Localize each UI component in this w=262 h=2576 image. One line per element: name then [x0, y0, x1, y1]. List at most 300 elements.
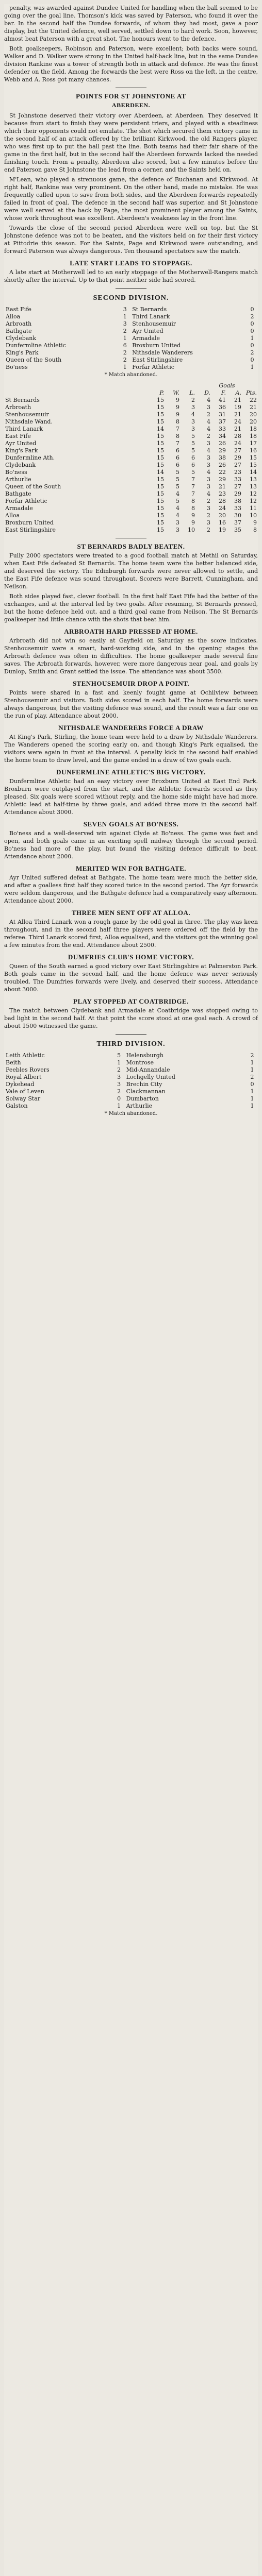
stat-d: 3 [207, 454, 210, 461]
result-row [4, 1088, 258, 1095]
column-header: F. [221, 389, 226, 396]
table-row [4, 404, 258, 411]
home-team: Dunfermline Athletic [6, 342, 66, 349]
stat-f: 16 [219, 519, 226, 526]
section-title: SECOND DIVISION. [93, 294, 169, 302]
away-score: 2 [250, 1074, 254, 1080]
home-team: Bo'ness [6, 364, 28, 370]
stat-l: 3 [191, 418, 195, 425]
home-team: Solway Star [6, 1095, 41, 1102]
stat-pts: 18 [250, 426, 257, 432]
stat-pts: 14 [250, 469, 257, 476]
stat-w: 3 [176, 527, 179, 533]
stat-d: 2 [207, 527, 210, 533]
stat-f: 34 [219, 433, 226, 439]
home-score: 1 [123, 313, 127, 320]
stat-a: 29 [234, 454, 241, 461]
table-header-row [4, 389, 258, 397]
stat-a: 24 [234, 418, 241, 425]
stat-l: 5 [191, 440, 195, 447]
table-row [4, 505, 258, 512]
report-alloa [4, 909, 258, 949]
stat-a: 33 [234, 476, 241, 483]
stat-w: 9 [176, 397, 179, 403]
home-score: 1 [117, 1059, 121, 1066]
home-team: Dykehead [6, 1081, 35, 1088]
stat-w: 4 [176, 505, 179, 512]
stat-a: 21 [234, 411, 241, 418]
stat-w: 6 [176, 454, 179, 461]
stat-l: 4 [191, 411, 195, 418]
away-score: 0 [250, 342, 254, 349]
section-title: THIRD DIVISION. [96, 1040, 166, 1048]
stat-w: 6 [176, 462, 179, 468]
article-subhead: ABERDEEN. [111, 101, 151, 109]
home-team: King's Park [6, 349, 39, 356]
stat-pts: 10 [250, 512, 257, 519]
report-coatbridge [4, 997, 258, 1030]
table-header-row [4, 382, 258, 389]
home-score: 3 [117, 1074, 121, 1080]
column-header: Pts. [246, 389, 257, 396]
stat-f: 26 [219, 462, 226, 468]
team-name: Broxburn United [5, 519, 54, 526]
table-row [4, 483, 258, 490]
away-score: 1 [250, 1066, 254, 1073]
stat-w: 4 [176, 512, 179, 519]
stat-a: 27 [234, 483, 241, 490]
stat-pts: 13 [250, 483, 257, 490]
stat-p: 15 [157, 462, 164, 468]
stat-pts: 15 [250, 454, 257, 461]
home-score: 1 [117, 1103, 121, 1109]
stat-p: 15 [157, 404, 164, 411]
stat-w: 8 [176, 418, 179, 425]
stat-p: 15 [157, 418, 164, 425]
away-team: Clackmannan [126, 1088, 166, 1095]
report-headline: NITHSDALE WANDERERS FORCE A DRAW [58, 724, 204, 732]
home-score: 2 [117, 1088, 121, 1095]
home-team: Queen of the South [6, 357, 62, 363]
results-table [4, 306, 258, 371]
result-row [4, 1103, 258, 1110]
stat-pts: 11 [250, 505, 257, 512]
stat-a: 35 [234, 527, 241, 533]
article-aberdeen [4, 92, 258, 255]
stat-p: 15 [157, 447, 164, 454]
stat-w: 5 [176, 483, 179, 490]
report-paragraph: Bo'ness and a well-deserved win against Clyde at Bo'ness. The game was fast and open, and both goals came in an exciting spell midway through the second period. Bo'ness had more of the play, but found the visiting defence difficult to beat. Attendance about 2000. [4, 830, 258, 860]
stat-p: 15 [157, 440, 164, 447]
report-st-bernards [4, 543, 258, 623]
stat-w: 9 [176, 411, 179, 418]
stat-p: 15 [157, 498, 164, 504]
third-division-section [4, 1040, 258, 1117]
report-dunfermline [4, 768, 258, 816]
report-stenhousemuir [4, 680, 258, 720]
stat-pts: 12 [250, 490, 257, 497]
away-team: Arthurlie [126, 1103, 153, 1109]
table-row [4, 397, 258, 404]
team-name: Ayr United [5, 440, 37, 447]
away-team: Lochgelly United [126, 1074, 175, 1080]
article-stoppage [4, 259, 258, 284]
stat-p: 15 [157, 411, 164, 418]
stat-p: 14 [157, 426, 164, 432]
home-score: 6 [123, 342, 127, 349]
home-score: 0 [117, 1095, 121, 1102]
stat-w: 9 [176, 404, 179, 411]
stat-f: 20 [219, 512, 226, 519]
stat-f: 41 [219, 397, 226, 403]
stat-f: 22 [219, 469, 226, 476]
away-team: St Bernards [132, 306, 167, 313]
report-paragraph: Arbroath did not win so easily at Gayfield on Saturday as the score indicates. Stenhousemuir were a smart, hard-working side, and in the opening stages the Arbroath defence was often in difficulties. The home goalkeeper made several fine saves. The Arbroath forwards, however, were more dangerous near goal, and goals by Dunlop, Smith and Grant settled the issue. The attendance was about 3500. [4, 637, 258, 675]
table-note: * Match abandoned. [104, 1111, 158, 1116]
stat-a: 28 [234, 433, 241, 439]
result-row [4, 1052, 258, 1059]
stat-p: 15 [157, 519, 164, 526]
stat-pts: 8 [253, 527, 257, 533]
stat-d: 3 [207, 505, 210, 512]
table-row [4, 469, 258, 476]
result-row [4, 349, 258, 357]
stat-d: 2 [207, 512, 210, 519]
report-dumfries [4, 953, 258, 993]
stat-p: 15 [157, 476, 164, 483]
second-division-section [4, 294, 258, 534]
home-team: Leith Athletic [6, 1052, 45, 1059]
table-row [4, 462, 258, 469]
away-score: 1 [250, 335, 254, 342]
match-reports [4, 543, 258, 1030]
away-team: Third Lanark [132, 313, 170, 320]
report-headline: STENHOUSEMUIR DROP A POINT. [72, 680, 190, 687]
stat-a: 21 [234, 397, 241, 403]
stat-d: 4 [207, 447, 210, 454]
away-team: Dumbarton [126, 1095, 159, 1102]
away-team: Montrose [126, 1059, 154, 1066]
stat-f: 21 [219, 483, 226, 490]
stat-p: 15 [157, 490, 164, 497]
home-team: East Fife [6, 306, 31, 313]
stat-pts: 12 [250, 498, 257, 504]
stat-a: 21 [234, 426, 241, 432]
stat-l: 7 [191, 490, 195, 497]
divider [116, 1034, 146, 1035]
newspaper-page [4, 4, 258, 2576]
article-paragraph: M'Lean, who played a strenuous game, the defence of Buchanan and Kirkwood. At right half, Rankine was very prominent. On the other hand, made no mistake. He was frequently called upon to save from both sides, and the Aberdeen forwards repeatedly failed in front of goal. The defence in the second half was superior, and St Johnstone were well served at the back by Page, the most prominent player among the Saints, whose work throughout was excellent. Aberdeen's weakness lay in the front line. [4, 176, 258, 222]
league-table [4, 382, 258, 534]
table-row [4, 411, 258, 418]
stat-pts: 15 [250, 462, 257, 468]
stat-p: 15 [157, 527, 164, 533]
table-row [4, 418, 258, 426]
report-headline: ST BERNARDS BADLY BEATEN. [77, 543, 185, 550]
table-row [4, 512, 258, 519]
report-paragraph: Both sides played fast, clever football. In the first half East Fife had the better of the exchanges, and at the interval led by two goals. After resuming, St Bernards pressed, but the home defence held out, and a third goal came from Neilson. The St Bernards goalkeeper had little chance with the shots that beat him. [4, 593, 258, 623]
away-score: 2 [250, 1052, 254, 1059]
report-paragraph: Dunfermline Athletic had an easy victory over Broxburn United at East End Park. Broxburn were outplayed from the start, and the Athletic forwards scored as they pleased. Six goals were scored without reply, and the home side might have had more. Athletic lead at half-time by three goals, and added three more in the second half. Attendance about 3000. [4, 778, 258, 816]
home-team: Galston [6, 1103, 28, 1109]
column-header: W. [173, 389, 179, 396]
away-score: 1 [250, 1095, 254, 1102]
result-row [4, 1095, 258, 1103]
result-row [4, 1066, 258, 1074]
stat-f: 38 [219, 454, 226, 461]
stat-d: 4 [207, 418, 210, 425]
stat-f: 28 [219, 498, 226, 504]
stat-a: 24 [234, 440, 241, 447]
team-name: Forfar Athletic [5, 498, 47, 504]
home-score: 5 [117, 1052, 121, 1059]
home-team: Arbroath [6, 320, 32, 327]
home-score: 2 [123, 328, 127, 334]
result-row [4, 320, 258, 328]
stat-w: 4 [176, 490, 179, 497]
stat-f: 29 [219, 476, 226, 483]
result-row [4, 342, 258, 349]
table-row [4, 490, 258, 498]
stat-l: 7 [191, 483, 195, 490]
stat-pts: 20 [250, 411, 257, 418]
away-score: 0 [250, 320, 254, 327]
stat-w: 8 [176, 433, 179, 439]
stat-f: 37 [219, 418, 226, 425]
stat-pts: 16 [250, 447, 257, 454]
stat-d: 4 [207, 469, 210, 476]
result-row [4, 306, 258, 313]
away-team: Stenhousemuir [132, 320, 176, 327]
lead-paragraph: penalty, was awarded against Dundee United for handling when the ball seemed to be going over the goal line. Thomson's kick was saved by Paterson, who found it over the bar. In the second half the Dundee forwards, of whom they had most, gave a poor display, but the United defence, well served, settled down to hard work. Soon, however, almost beat Paterson with a great shot. The honours went to the defence. [4, 5, 258, 42]
result-row [4, 328, 258, 335]
home-team: Peebles Rovers [6, 1066, 50, 1073]
stat-l: 2 [191, 397, 195, 403]
stat-pts: 21 [250, 404, 257, 411]
report-paragraph: Ayr United suffered defeat at Bathgate. The home team were much the better side, and after a goalless first half they scored twice in the second period. The Ayr forwards were seldom dangerous, and the Bathgate defence had a comparatively easy afternoon. Attendance about 2000. [4, 874, 258, 904]
stat-d: 3 [207, 462, 210, 468]
report-headline: SEVEN GOALS AT BO'NESS. [83, 820, 179, 828]
stat-f: 29 [219, 447, 226, 454]
report-paragraph: Points were shared in a fast and keenly fought game at Ochilview between Stenhousemuir and visitors. Both sides scored in each half. The home forwards were always dangerous, but the visiting defence was sound, and the result was a fair one on the run of play. Attendance about 2000. [4, 689, 258, 719]
result-row [4, 364, 258, 371]
away-team: Broxburn United [132, 342, 181, 349]
report-bo-ness [4, 820, 258, 860]
stat-a: 37 [234, 519, 241, 526]
home-team: Bathgate [6, 328, 32, 334]
stat-l: 10 [188, 527, 195, 533]
report-paragraph: Queen of the South earned a good victory over East Stirlingshire at Palmerston Park. Both goals came in the second half, and the home defence was never seriously troubled. The Dumfries forwards were lively, and deserved their success. Attendance about 3000. [4, 963, 258, 993]
team-name: Armadale [5, 505, 33, 512]
team-name: East Fife [5, 433, 31, 439]
away-team: Ayr United [132, 328, 163, 334]
report-arbroath [4, 628, 258, 675]
article-paragraph: A late start at Motherwell led to an early stoppage of the Motherwell-Rangers match shortly after the interval. Up to that point neither side had scored. [4, 269, 258, 283]
column-header: A. [235, 389, 241, 396]
stat-a: 23 [234, 469, 241, 476]
team-name: Clydebank [5, 462, 36, 468]
away-score: 2 [250, 313, 254, 320]
team-name: Arbroath [5, 404, 31, 411]
stat-d: 3 [207, 483, 210, 490]
report-headline: PLAY STOPPED AT COATBRIDGE. [73, 997, 189, 1005]
stat-d: 4 [207, 426, 210, 432]
stat-l: 5 [191, 469, 195, 476]
stat-l: 8 [191, 505, 195, 512]
stat-p: 15 [157, 483, 164, 490]
report-bathgate [4, 865, 258, 905]
stat-p: 15 [157, 512, 164, 519]
stat-w: 5 [176, 498, 179, 504]
stat-d: 3 [207, 440, 210, 447]
away-score: 1 [250, 364, 254, 370]
stat-d: 2 [207, 433, 210, 439]
stat-a: 30 [234, 512, 241, 519]
result-row [4, 313, 258, 320]
home-team: Beith [6, 1059, 21, 1066]
stat-l: 3 [191, 404, 195, 411]
table-row [4, 527, 258, 534]
team-name: Arthurlie [5, 476, 31, 483]
stat-d: 4 [207, 490, 210, 497]
stat-d: 2 [207, 498, 210, 504]
stat-p: 15 [157, 397, 164, 403]
stat-d: 3 [207, 476, 210, 483]
report-paragraph: Fully 2000 spectators were treated to a good football match at Methil on Saturday, when East Fife defeated St Bernards. The home team were the better balanced side, and deserved the victory. The Edinburgh forwards were never allowed to settle, and the East Fife defence was sound throughout. Scorers were Barrett, Cunningham, and Neilson. [4, 552, 258, 590]
result-row [4, 357, 258, 364]
report-headline: ARBROATH HARD PRESSED AT HOME. [64, 628, 198, 635]
away-score: 1 [250, 1059, 254, 1066]
report-headline: DUNFERMLINE ATHLETIC'S BIG VICTORY. [56, 768, 206, 776]
stat-f: 36 [219, 404, 226, 411]
stat-d: 3 [207, 404, 210, 411]
stat-a: 38 [234, 498, 241, 504]
stat-l: 5 [191, 447, 195, 454]
result-row [4, 335, 258, 342]
home-team: Alloa [6, 313, 21, 320]
result-row [4, 1081, 258, 1088]
away-score: 0 [250, 306, 254, 313]
table-row [4, 498, 258, 505]
stat-l: 8 [191, 498, 195, 504]
article-paragraph: St Johnstone deserved their victory over Aberdeen, at Aberdeen. They deserved it because from start to finish they were persistent triers, and played with a steadiness which their opponents could not emulate. The shot which secured them victory came in the second half of an attack offered by the brilliant Kirkwood, the old Rangers player, who was first up to put the ball past the line. Both teams had their fair share of the game in the first half, but in the second half the Aberdeen forwards lacked the needed finishing touch. From a penalty, Aberdeen also scored, but a few minutes before the end Paterson gave St Johnstone the lead from a corner, and the Saints held on. [4, 112, 258, 173]
report-headline: MERITED WIN FOR BATHGATE. [75, 865, 187, 872]
home-score: 1 [123, 364, 127, 370]
stat-pts: 9 [253, 519, 257, 526]
article-headline: POINTS FOR ST JOHNSTONE AT [76, 92, 186, 100]
away-score: 1 [250, 1088, 254, 1095]
stat-a: 33 [234, 505, 241, 512]
stat-pts: 17 [250, 440, 257, 447]
divider [116, 288, 146, 289]
report-paragraph: At King's Park, Stirling, the home team were held to a draw by Nithsdale Wanderers. The Wanderers opened the scoring early on, and though King's Park equalised, the visitors were again in front at the interval. A penalty kick in the second half enabled the home team to draw level, and the game ended in a draw of two goals each. [4, 734, 258, 764]
report-nithsdale [4, 724, 258, 764]
home-team: Vale of Leven [6, 1088, 44, 1095]
stat-w: 7 [176, 426, 179, 432]
team-name: Alloa [5, 512, 20, 519]
stat-f: 26 [219, 440, 226, 447]
stat-f: 33 [219, 426, 226, 432]
column-header: P. [159, 389, 164, 396]
home-score: 1 [123, 335, 127, 342]
stat-f: 23 [219, 490, 226, 497]
stat-f: 19 [219, 527, 226, 533]
away-score: 0 [250, 357, 254, 363]
report-headline: DUMFRIES CLUB'S HOME VICTORY. [68, 953, 194, 961]
table-row [4, 519, 258, 527]
stat-w: 5 [176, 469, 179, 476]
stat-w: 6 [176, 447, 179, 454]
home-team: Clydebank [6, 335, 37, 342]
result-row [4, 1074, 258, 1081]
stat-l: 5 [191, 433, 195, 439]
stat-w: 3 [176, 519, 179, 526]
stat-w: 5 [176, 476, 179, 483]
home-score: 3 [123, 320, 127, 327]
stat-d: 3 [207, 519, 210, 526]
column-header: L. [189, 389, 195, 396]
stat-pts: 22 [250, 397, 257, 403]
goals-label: Goals [219, 382, 235, 389]
table-note: * Match abandoned. [104, 372, 158, 378]
results-table [4, 1052, 258, 1110]
stat-a: 19 [234, 404, 241, 411]
table-row [4, 454, 258, 462]
stat-a: 27 [234, 447, 241, 454]
table-row [4, 433, 258, 440]
stat-p: 15 [157, 505, 164, 512]
home-score: 2 [123, 357, 127, 363]
team-name: Third Lanark [5, 426, 43, 432]
team-name: Dunfermline Ath. [5, 454, 55, 461]
article-headline: LATE START LEADS TO STOPPAGE. [70, 259, 192, 267]
report-headline: THREE MEN SENT OFF AT ALLOA. [71, 909, 191, 917]
stat-p: 15 [157, 454, 164, 461]
away-team: Armadale [132, 335, 160, 342]
result-row [4, 1059, 258, 1066]
stat-d: 4 [207, 397, 210, 403]
away-score: 0 [250, 1081, 254, 1088]
away-team: Nithsdale Wanderers [132, 349, 193, 356]
stat-w: 7 [176, 440, 179, 447]
stat-l: 6 [191, 462, 195, 468]
team-name: Bo'ness [5, 469, 27, 476]
team-name: East Stirlingshire [5, 527, 56, 533]
stat-pts: 18 [250, 433, 257, 439]
stat-p: 15 [157, 433, 164, 439]
away-team: Mid-Annandale [126, 1066, 170, 1073]
table-row [4, 447, 258, 454]
stat-d: 2 [207, 411, 210, 418]
stat-a: 29 [234, 490, 241, 497]
away-team: Forfar Athletic [132, 364, 174, 370]
home-score: 3 [123, 306, 127, 313]
stat-l: 9 [191, 512, 195, 519]
home-score: 2 [117, 1066, 121, 1073]
stat-p: 14 [157, 469, 164, 476]
stat-pts: 20 [250, 418, 257, 425]
away-team: Helensburgh [126, 1052, 163, 1059]
table-row [4, 476, 258, 483]
home-score: 2 [123, 349, 127, 356]
stat-f: 24 [219, 505, 226, 512]
stat-l: 6 [191, 454, 195, 461]
team-name: Queen of the South [5, 483, 61, 490]
team-name: Bathgate [5, 490, 31, 497]
home-score: 3 [117, 1081, 121, 1088]
away-team: Brechin City [126, 1081, 162, 1088]
team-name: King's Park [5, 447, 38, 454]
